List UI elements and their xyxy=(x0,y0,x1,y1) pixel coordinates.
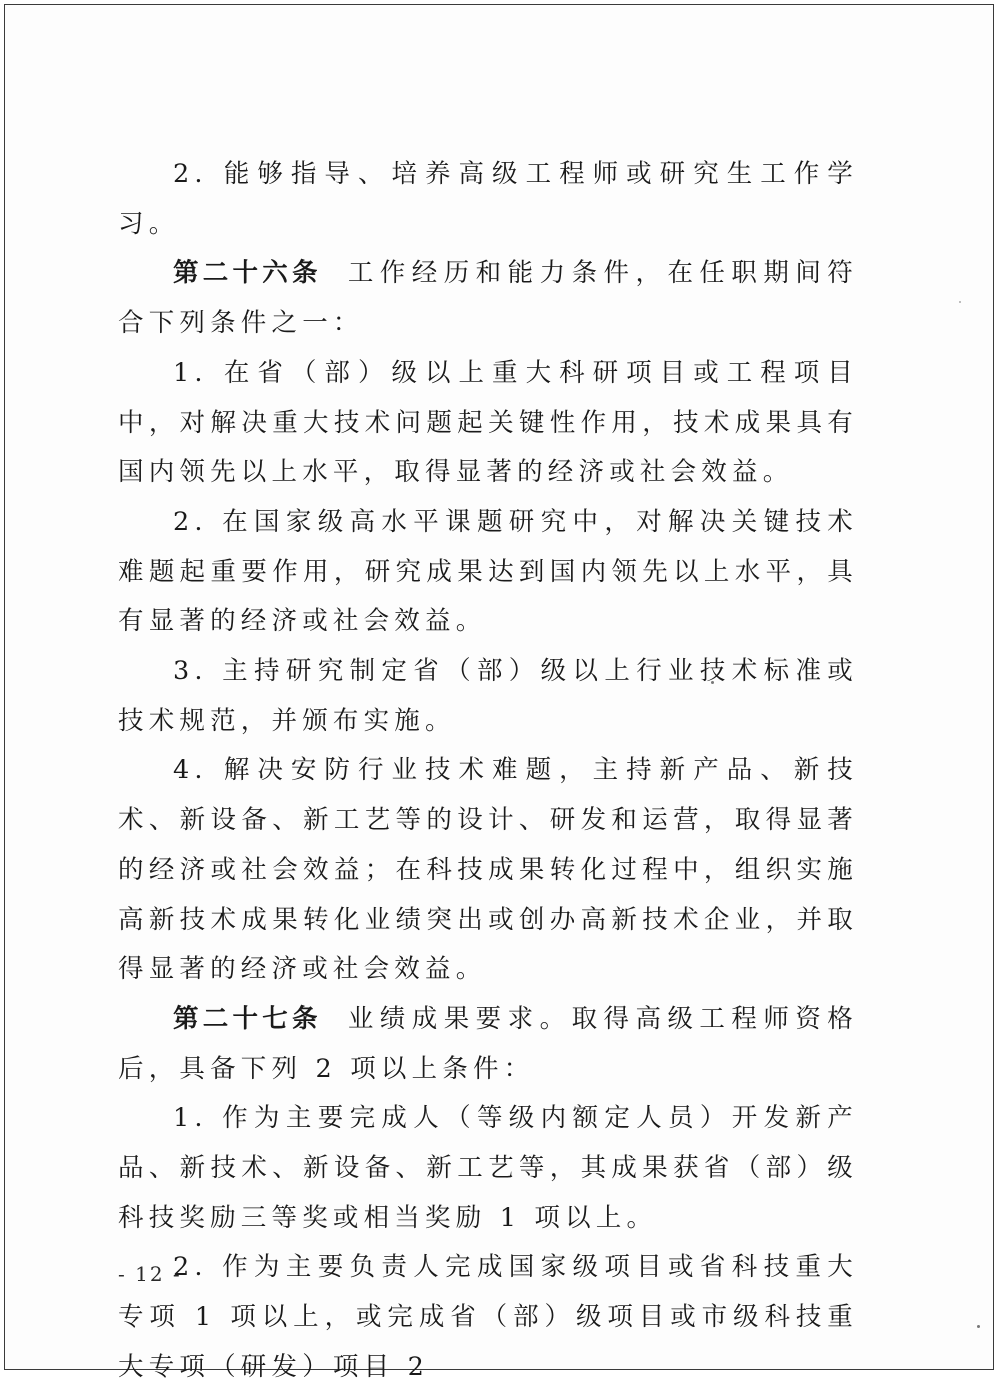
paragraph: 2. 能够指导、培养高级工程师或研究生工作学习。 xyxy=(118,159,858,239)
paragraph: 1. 作为主要完成人（等级内额定人员）开发新产品、新技术、新设备、新工艺等，其成果获省（部）级科技奖励三等奖或相当奖励 1 项以上。 xyxy=(118,1103,858,1233)
paragraph: 3. 主持研究制定省（部）级以上行业技术标准或技术规范，并颁布实施。 xyxy=(118,656,858,736)
paragraph: 4. 解决安防行业技术难题，主持新产品、新技术、新设备、新工艺等的设计、研发和运营，取得显著的经济或社会效益；在科技成果转化过程中，组织实施高新技术成果转化业绩突出或创办高新技术企业，并取得显著的经济或社会效益。 xyxy=(118,755,858,985)
paragraph: 1. 在省（部）级以上重大科研项目或工程项目中，对解决重大技术问题起关键性作用，技术成果具有国内领先以上水平，取得显著的经济或社会效益。 xyxy=(118,357,858,488)
document-body xyxy=(118,150,858,1393)
article-number: 第二十七条 xyxy=(173,1003,322,1034)
paragraph: 2. 作为主要负责人完成国家级项目或省科技重大专项 1 项以上，或完成省（部）级项目或市级科技重大专项（研发）项目 2 xyxy=(118,1252,858,1382)
scan-speck xyxy=(959,301,961,303)
page-number: - 12 - xyxy=(118,1262,182,1286)
article-text: 业绩成果要求。取得高级工程师资格后，具备下列 2 项以上条件： xyxy=(118,1003,858,1084)
article-text: 工作经历和能力条件，在任职期间符合下列条件之一： xyxy=(118,258,858,339)
scan-speck xyxy=(977,1325,980,1328)
article-26-paragraph xyxy=(118,249,858,348)
paragraph: 2. 在国家级高水平课题研究中，对解决关键技术难题起重要作用，研究成果达到国内领先以上水平，具有显著的经济或社会效益。 xyxy=(118,506,858,637)
article-27-paragraph xyxy=(118,995,858,1094)
article-number: 第二十六条 xyxy=(173,258,322,289)
